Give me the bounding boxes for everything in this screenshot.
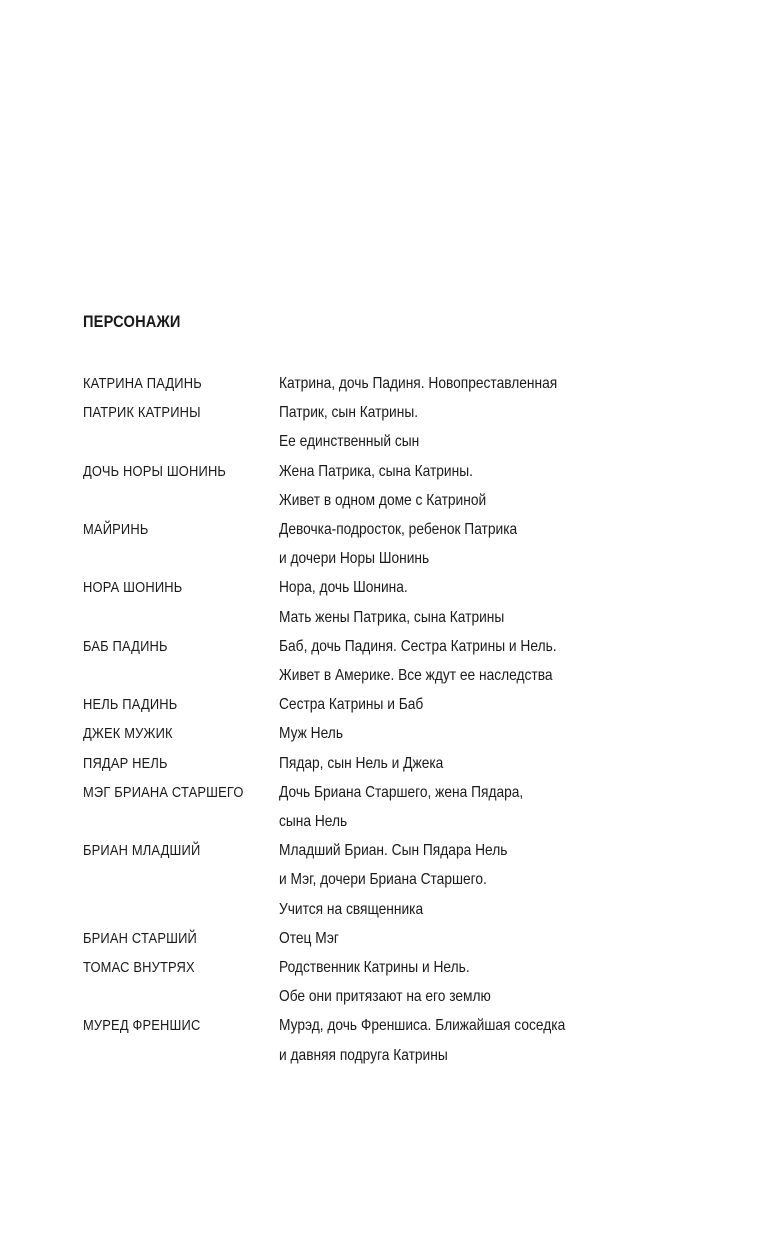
character-description (279, 953, 723, 1011)
character-entry (83, 836, 723, 924)
character-entry (83, 719, 723, 748)
description-line: Младший Бриан. Сын Пядара Нель (279, 842, 508, 860)
character-name: МАЙРИНЬ (83, 521, 149, 539)
character-description (279, 369, 723, 398)
character-name: БРИАН СТАРШИЙ (83, 929, 198, 947)
character-name: КАТРИНА ПАДИНЬ (83, 375, 202, 392)
description-line: Баб, дочь Падиня. Сестра Катрины и Нель. (279, 637, 557, 655)
character-name: БАБ ПАДИНЬ (83, 637, 168, 655)
character-description (279, 515, 723, 573)
description-line: Ее единственный сын (279, 433, 420, 451)
character-description (279, 457, 723, 515)
character-entry (83, 398, 723, 456)
description-line: и давняя подруга Катрины (279, 1046, 448, 1064)
character-entry (83, 749, 723, 778)
page-title: ПЕРСОНАЖИ (83, 312, 181, 331)
character-name: ДОЧЬ НОРЫ ШОНИНЬ (83, 462, 227, 480)
description-line: Патрик, сын Катрины. (279, 404, 419, 422)
character-entry (83, 690, 723, 719)
character-list (83, 369, 723, 1070)
character-description (279, 778, 723, 836)
character-entry (83, 924, 723, 953)
character-description (279, 836, 723, 924)
description-line: и дочери Норы Шонинь (279, 550, 430, 568)
character-description (279, 1011, 723, 1069)
character-entry (83, 573, 723, 631)
character-name: ПЯДАР НЕЛЬ (83, 754, 168, 772)
character-entry (83, 457, 723, 515)
description-line: Сестра Катрины и Баб (279, 696, 424, 714)
character-entry (83, 515, 723, 573)
character-description (279, 690, 723, 719)
character-name: МУРЕД ФРЕНШИС (83, 1017, 201, 1035)
description-line: Катрина, дочь Падиня. Новопреставленная (279, 375, 558, 392)
character-name: МЭГ БРИАНА СТАРШЕГО (83, 783, 244, 801)
character-description (279, 749, 723, 778)
description-line: Нора, дочь Шонина. (279, 579, 408, 597)
description-line: Пядар, сын Нель и Джека (279, 754, 444, 772)
character-name: НОРА ШОНИНЬ (83, 579, 183, 597)
character-name: НЕЛЬ ПАДИНЬ (83, 696, 178, 714)
character-name: ПАТРИК КАТРИНЫ (83, 404, 201, 422)
description-line: сына Нель (279, 813, 348, 831)
character-entry (83, 778, 723, 836)
description-line: Обе они притязают на его землю (279, 988, 491, 1006)
description-line: Мать жены Патрика, сына Катрины (279, 608, 505, 626)
character-entry (83, 953, 723, 1011)
character-entry (83, 369, 723, 398)
character-entry (83, 1011, 723, 1069)
description-line: Живет в Америке. Все ждут ее наследства (279, 667, 553, 685)
description-line: Отец Мэг (279, 929, 339, 947)
description-line: Родственник Катрины и Нель. (279, 959, 470, 977)
character-description (279, 632, 723, 690)
description-line: Дочь Бриана Старшего, жена Пядара, (279, 783, 524, 801)
description-line: Девочка-подросток, ребенок Патрика (279, 521, 518, 539)
character-description (279, 573, 723, 631)
description-line: Мурэд, дочь Френшиса. Ближайшая соседка (279, 1017, 566, 1035)
description-line: Учится на священника (279, 900, 424, 918)
description-line: Жена Патрика, сына Катрины. (279, 462, 473, 480)
description-line: Живет в одном доме с Катриной (279, 491, 487, 509)
character-name: ТОМАС ВНУТРЯХ (83, 959, 195, 977)
character-description (279, 398, 723, 456)
description-line: Муж Нель (279, 725, 344, 743)
character-description (279, 924, 723, 953)
character-name: ДЖЕК МУЖИК (83, 725, 173, 743)
character-name: БРИАН МЛАДШИЙ (83, 842, 201, 860)
description-line: и Мэг, дочери Бриана Старшего. (279, 871, 487, 889)
character-description (279, 719, 723, 748)
character-entry (83, 632, 723, 690)
